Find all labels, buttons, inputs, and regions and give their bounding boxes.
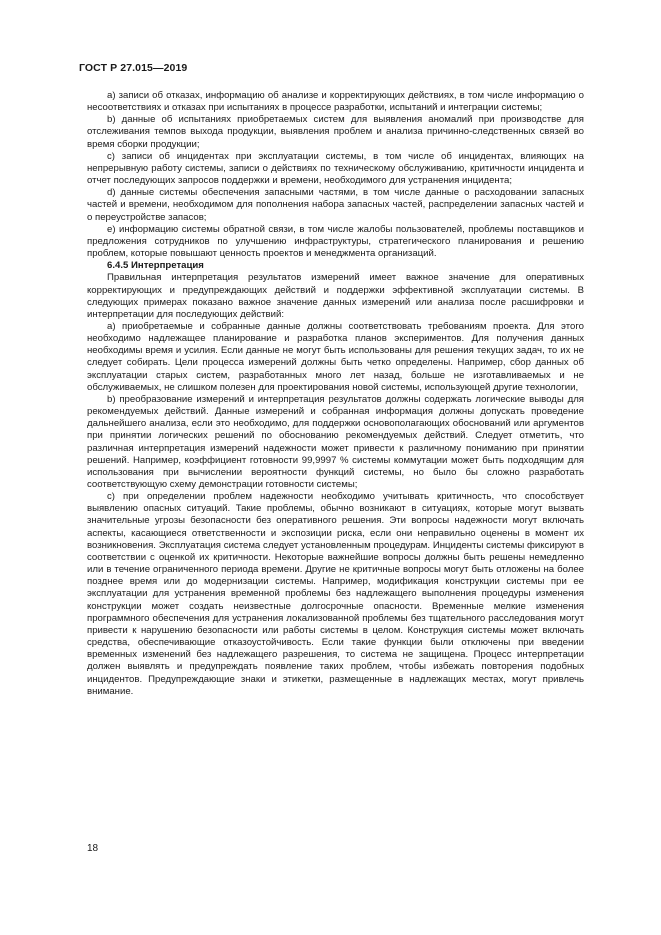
section-heading: 6.4.5 Интерпретация [107, 260, 204, 272]
list-item-c: c) записи об инцидентах при эксплуатации системы, в том числе об инцидентах, влияющих на непрерывную работу системы, записи о действиях по техническому обслуживанию, критичности инцидента и отчет последующих запросов поддержки и времени, необходимого для устранения инцидента; [87, 150, 584, 187]
section-item-b: b) преобразование измерений и интерпретация результатов должны содержать логические выводы для рекомендуемых действий. Данные измерений и собранная информация должны допускать проведение дальнейшего анализа, если это необходимо, для поддержки основополагающих обоснований или аргументов при принятии логических решений по обоснованию рекомендуемых действий. Следует отметить, что различная интерпретация измерений надежности может привести к различному пониманию при принятии решений. Например, коэффициент готовности 99,9997 % системы коммутации может быть подходящим для использования при вычислении вероятности функций системы, но было бы сложно разработать соответствующую схему демонстрации готовности системы; [87, 393, 584, 490]
section-intro: Правильная интерпретация результатов измерений имеет важное значение для оперативных корректирующих и предупреждающих действий и поддержки эффективной эксплуатации системы. В следующих примерах показано важное значение данных измерений или анализа после расшифровки и интерпретации для последующих действий: [87, 272, 584, 320]
list-item-d: d) данные системы обеспечения запасными частями, в том числе данные о расходовании запасных частей и времени, необходимом для пополнения набора запасных частей, распределении запасных частей и о переустройстве запасов; [87, 187, 584, 223]
page-number: 18 [87, 843, 99, 854]
list-item-a: а) записи об отказах, информацию об анализе и корректирующих действиях, в том числе информацию о несоответствиях и отказах при испытаниях в процессе разработки, испытаний и интеграции системы; [87, 90, 584, 114]
document-header: ГОСТ Р 27.015—2019 [79, 62, 188, 74]
list-item-b: b) данные об испытаниях приобретаемых систем для выявления аномалий при производстве для отслеживания темпов выхода продукции, выявления проблем и анализа причинно-следственных связей во время сборки продукции; [87, 114, 584, 150]
section-item-c: c) при определении проблем надежности необходимо учитывать критичность, что способствует выявлению опасных ситуаций. Такие проблемы, обычно возникают в ситуациях, которые могут вызвать значительные угрозы безопасности без оперативного решения. Эти вопросы надежности могут включать аспекты, касающиеся ответственности и экспозиции риска, если они неправильно оценены в момент их возникновения. Эксплуатация система следует установленным процедурам. Инциденты системы фиксируют в соответствии с оценкой их критичности. Некоторые важнейшие вопросы должны быть решены немедленно или в течение ограниченного периода времени. Другие не критичные вопросы могут быть отложены на более позднее время или до модернизации системы. Например, модификация конструкции системы при ее эксплуатации для устранения временной проблемы без надлежащего выполнения процедуры изменения конструкции может создать неизвестные долгосрочные опасности. Временные мелкие изменения программного обеспечения для устранения локализованной проблемы без тщательного расследования могут привести к нарушению безопасности или работы системы в целом. Конструкция системы может включать средства, обеспечивающие отказоустойчивость. Если такие функции были отключены при введении временных изменений без надлежащего разрешения, то система не защищена. Процесс интерпретации должен выявлять и предупреждать появление таких проблем, чтобы избежать повторения подобных инцидентов. Предупреждающие знаки и этикетки, размещенные в надлежащих местах, могут привлечь внимание. [87, 491, 584, 697]
list-item-e: е) информацию системы обратной связи, в том числе жалобы пользователей, проблемы поставщиков и предложения сотрудников по улучшению инфраструктуры, стратегического планирования и решению проблем, которые повышают ценность проектов и менеджмента организаций. [87, 223, 584, 260]
section-item-a: а) приобретаемые и собранные данные должны соответствовать требованиям проекта. Для этого необходимо надлежащее планирование и разработка планов экспериментов. Для получения данных необходимы время и усилия. Если данные не могут быть использованы для решения текущих задач, то их не следует собирать. Цели процесса измерений должны быть четко определены. Например, сбор данных об эксплуатации старых систем, разработанных много лет назад, больше не изготавливаемых и не обслуживаемых, не слишком полезен для проектирования новой системы, использующей другие технологии, [87, 320, 584, 393]
page-body [87, 90, 584, 698]
